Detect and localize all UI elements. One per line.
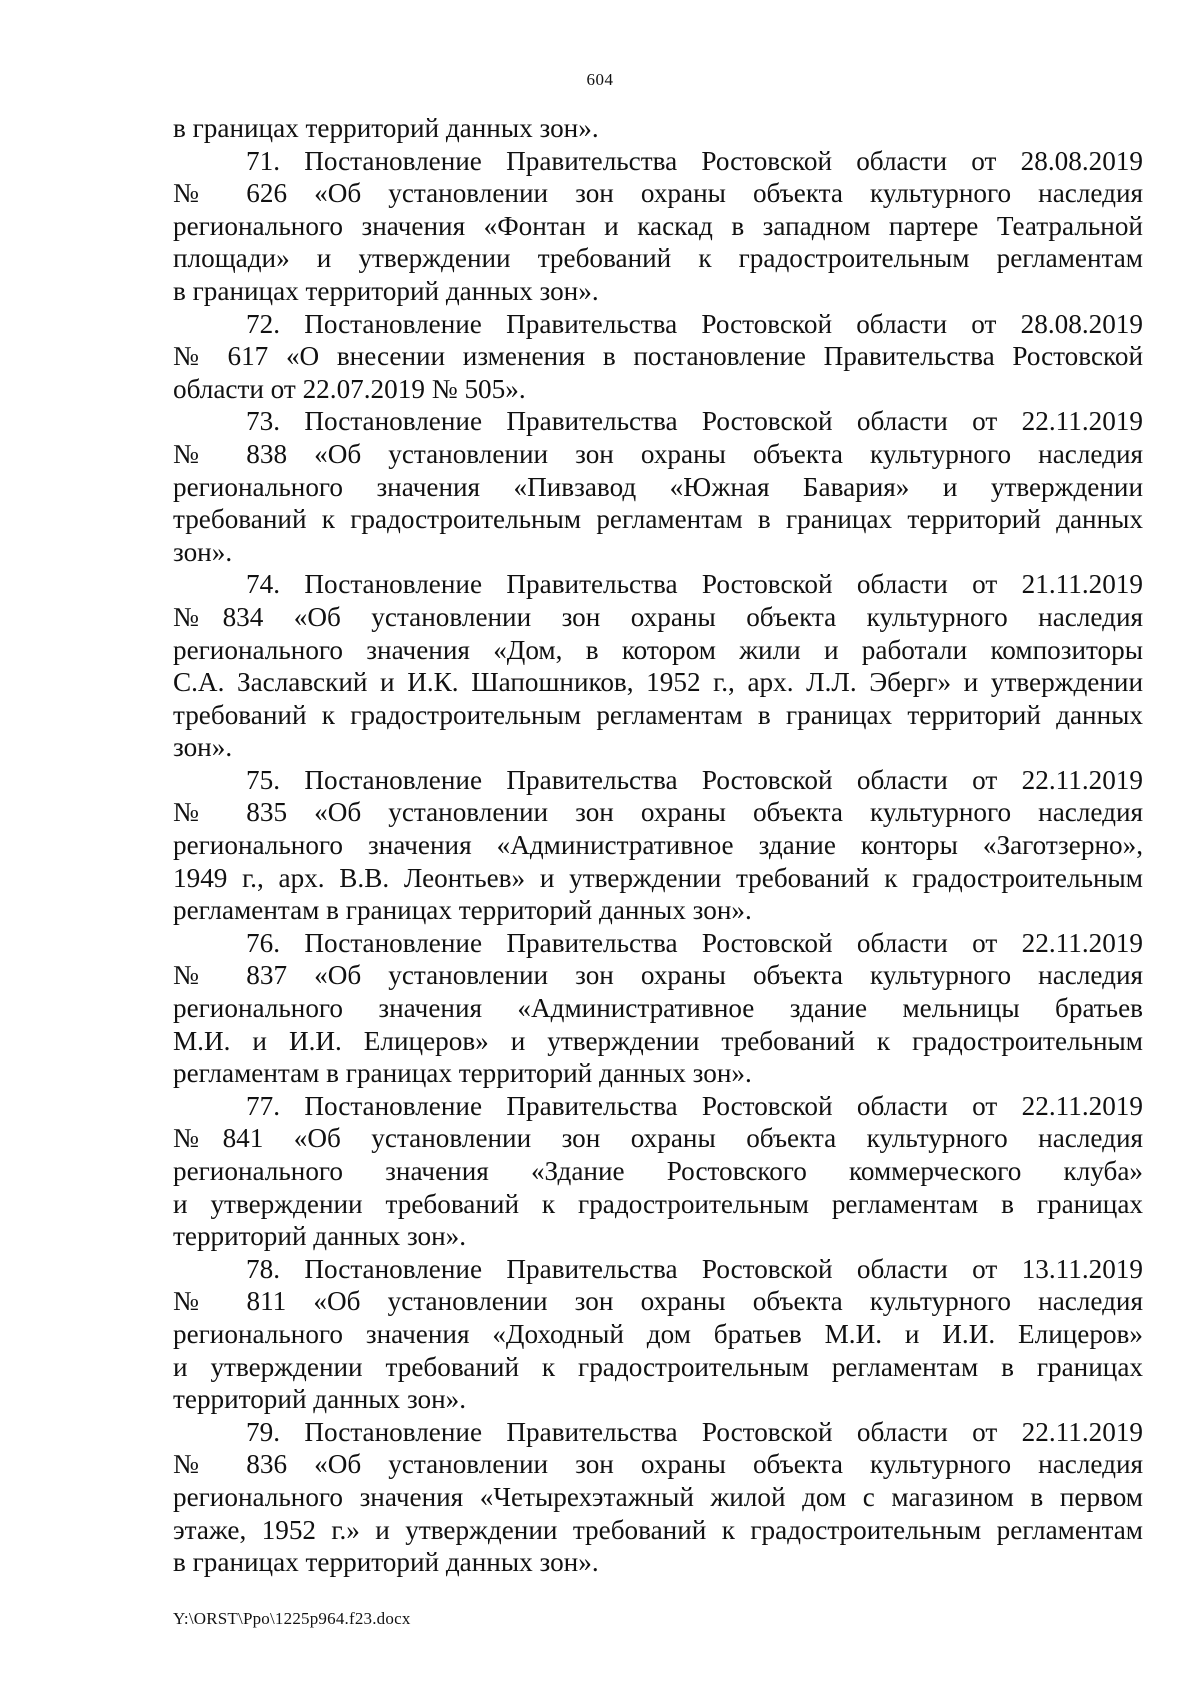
text-line: № 838 «Об установлении зон охраны объекта культурного наследия	[173, 438, 1143, 469]
text-line: 1949 г., арх. В.В. Леонтьев» и утверждении требований к градостроительным	[173, 862, 1143, 893]
text-line: регионального значения «Административное здание конторы «Заготзерно»,	[173, 830, 1143, 861]
text-line: № 837 «Об установлении зон охраны объекта культурного наследия	[173, 960, 1143, 991]
paragraph-first-line: 73. Постановление Правительства Ростовской области от 22.11.2019	[246, 406, 1143, 437]
text-line: в границах территорий данных зон».	[173, 275, 599, 306]
text-line: № 626 «Об установлении зон охраны объекта культурного наследия	[173, 178, 1143, 209]
text-line: № 835 «Об установлении зон охраны объекта культурного наследия	[173, 797, 1143, 828]
text-line: и утверждении требований к градостроительным регламентам в границах	[173, 1188, 1143, 1219]
text-line: области от 22.07.2019 № 505».	[173, 373, 526, 404]
footer-file-path: Y:\ORST\Ppo\1225p964.f23.docx	[173, 1609, 411, 1628]
text-line: зон».	[173, 732, 233, 763]
text-line: требований к градостроительным регламентам в границах территорий данных	[173, 504, 1143, 535]
paragraph-first-line: 72. Постановление Правительства Ростовской области от 28.08.2019	[246, 308, 1143, 339]
paragraph-first-line: 76. Постановление Правительства Ростовской области от 22.11.2019	[246, 927, 1143, 958]
text-line: регионального значения «Четырехэтажный жилой дом с магазином в первом	[173, 1481, 1143, 1512]
text-line: регионального значения «Пивзавод «Южная Бавария» и утверждении	[173, 471, 1143, 502]
page-number: 604	[586, 70, 614, 89]
paragraph-first-line: 71. Постановление Правительства Ростовской области от 28.08.2019	[246, 145, 1143, 176]
text-line: регионального значения «Здание Ростовского коммерческого клуба»	[173, 1156, 1143, 1186]
text-line: территорий данных зон».	[173, 1384, 467, 1415]
text-line: площади» и утверждении требований к градостроительным регламентам	[173, 243, 1143, 274]
text-line: С.А. Заславский и И.К. Шапошников, 1952 г., арх. Л.Л. Эберг» и утверждении	[173, 667, 1143, 698]
document-body	[173, 112, 1143, 1579]
text-line: № 811 «Об установлении зон охраны объекта культурного наследия	[173, 1286, 1143, 1317]
text-line: №834 «Об установлении зон охраны объекта культурного наследия	[173, 601, 1143, 632]
text-line: регионального значения «Доходный дом братьев М.И. и И.И. Елицеров»	[173, 1318, 1143, 1349]
text-line: и утверждении требований к градостроительным регламентам в границах	[173, 1351, 1143, 1382]
text-line: в границах территорий данных зон».	[173, 113, 599, 143]
text-line: территорий данных зон».	[173, 1221, 467, 1252]
text-line: № 617 «О внесении изменения в постановление Правительства Ростовской	[173, 341, 1143, 372]
text-line: зон».	[173, 536, 233, 567]
paragraph-first-line: 79. Постановление Правительства Ростовской области от 22.11.2019	[246, 1416, 1143, 1447]
paragraph-first-line: 78. Постановление Правительства Ростовской области от 13.11.2019	[246, 1253, 1143, 1284]
text-line: регламентам в границах территорий данных зон».	[173, 895, 752, 926]
text-line: в границах территорий данных зон».	[173, 1547, 599, 1578]
paragraph-first-line: 75. Постановление Правительства Ростовской области от 22.11.2019	[246, 764, 1143, 795]
text-line: регионального значения «Фонтан и каскад в западном партере Театральной	[173, 210, 1143, 241]
paragraph-first-line: 74. Постановление Правительства Ростовской области от 21.11.2019	[246, 569, 1143, 600]
text-line: регионального значения «Административное здание мельницы братьев	[173, 993, 1143, 1024]
text-line: М.И. и И.И. Елицеров» и утверждении требований к градостроительным	[173, 1025, 1143, 1056]
text-line: этаже, 1952 г.» и утверждении требований к градостроительным регламентам	[173, 1514, 1143, 1545]
text-line: № 836 «Об установлении зон охраны объекта культурного наследия	[173, 1449, 1143, 1480]
text-line: регламентам в границах территорий данных зон».	[173, 1058, 752, 1089]
text-line: №841 «Об установлении зон охраны объекта культурного наследия	[173, 1123, 1143, 1154]
text-line: регионального значения «Дом, в котором жили и работали композиторы	[173, 634, 1143, 665]
text-line: требований к градостроительным регламентам в границах территорий данных	[173, 699, 1143, 730]
paragraph-first-line: 77. Постановление Правительства Ростовской области от 22.11.2019	[246, 1090, 1143, 1121]
